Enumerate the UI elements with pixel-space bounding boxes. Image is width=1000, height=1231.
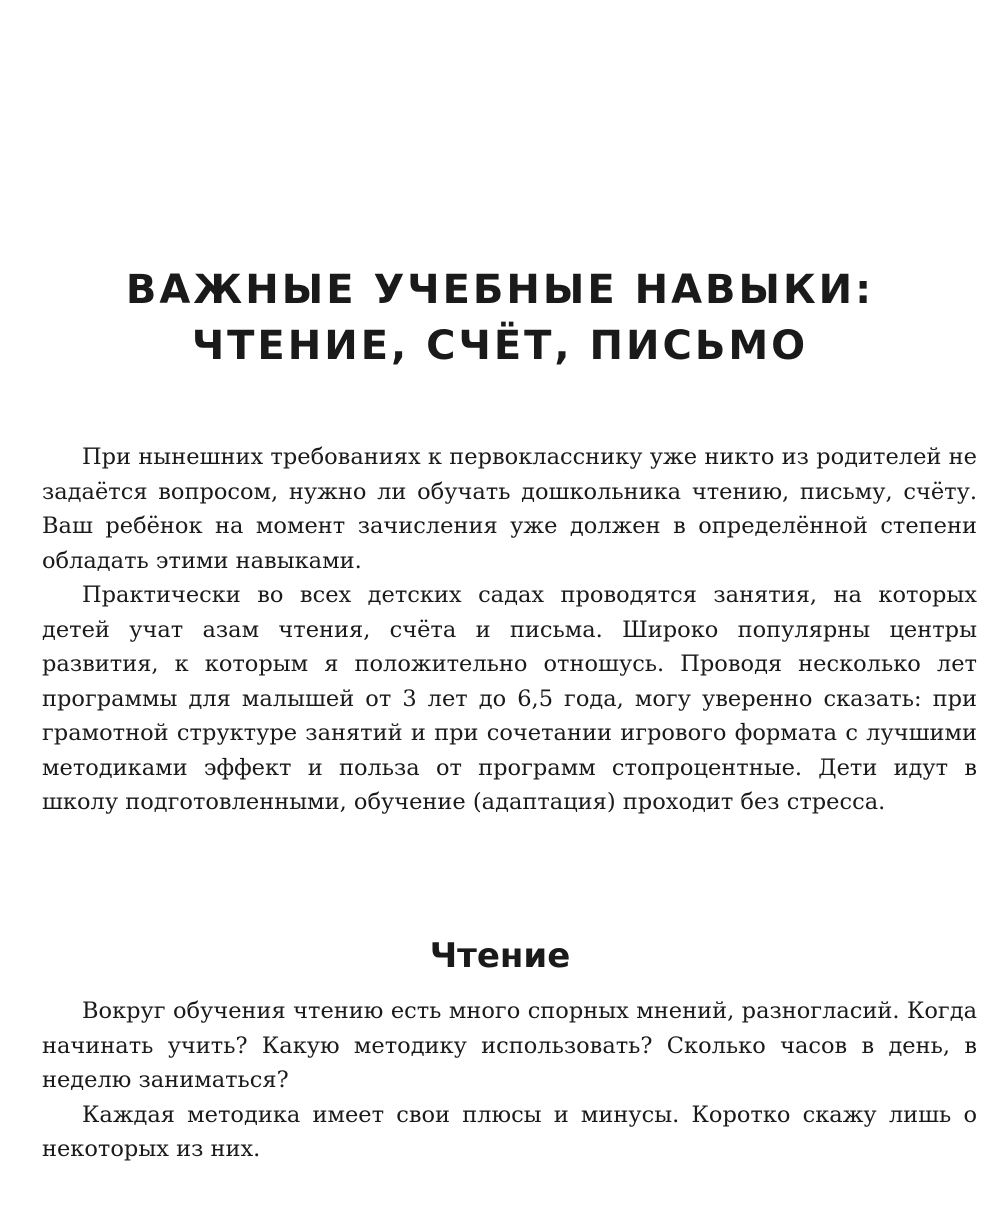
section-heading-reading: Чтение [429,936,571,976]
reading-section-text [42,994,977,1167]
paragraph: При нынешних требованиях к первокласснику уже никто из родителей не задаётся вопросом, нужно ли обучать дошкольника чтению, письму, счёту. Ваш ребёнок на момент зачисления уже должен в определённой степени обладать этими навыками. [42,444,977,574]
intro-text [42,440,977,820]
paragraph: Каждая методика имеет свои плюсы и минусы. Коротко скажу лишь о некоторых из них. [42,1101,977,1162]
chapter-title-line-2: ЧТЕНИЕ, СЧЁТ, ПИСЬМО [191,323,809,369]
chapter-title [0,262,1000,374]
chapter-title-line-1: ВАЖНЫЕ УЧЕБНЫЕ НАВЫКИ: [125,267,875,313]
paragraph: Практически во всех детских садах проводятся занятия, на которых детей учат азам чтения, счёта и письма. Широко популярны центры развития, к которым я положительно отношусь. Проводя несколько лет программы для малышей от 3 лет до 6,5 года, могу уверенно сказать: при грамотной структуре занятий и при сочетании игрового формата с лучшими методиками эффект и польза от программ стопроцентные. Дети идут в школу подготовленными, обучение (адаптация) проходит без стресса. [42,582,977,815]
paragraph: Вокруг обучения чтению есть много спорных мнений, разногласий. Когда начинать учить? Какую методику использовать? Сколько часов в день, в неделю заниматься? [42,998,977,1093]
